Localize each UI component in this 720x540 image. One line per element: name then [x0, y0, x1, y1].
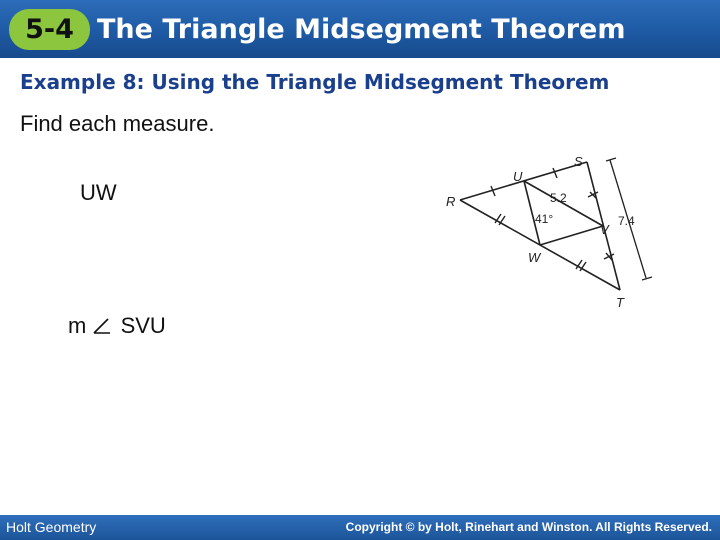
label-r: R	[446, 194, 456, 209]
footer-course: Holt Geometry	[6, 519, 97, 535]
lesson-badge: 5-4	[9, 9, 90, 50]
label-s: S	[574, 154, 583, 169]
item-uw-label: UW	[80, 180, 117, 205]
item-svu	[68, 313, 166, 339]
triangle-diagram	[440, 150, 670, 315]
side-rs	[460, 162, 587, 200]
item-svu-prefix: m	[68, 313, 87, 338]
prompt-text: Find each measure.	[20, 111, 215, 136]
label-w: W	[528, 250, 541, 265]
label-u: U	[513, 169, 523, 184]
angle-icon	[92, 317, 112, 335]
title-bar	[0, 0, 720, 58]
measure-st: 7.4	[618, 214, 635, 228]
tick-us	[553, 168, 557, 178]
angle-label: 41°	[535, 212, 554, 226]
footer-bar	[0, 515, 720, 540]
item-uw	[80, 180, 117, 206]
example-heading: Example 8: Using the Triangle Midsegment Theorem	[20, 70, 610, 94]
measure-uv: 5.2	[550, 191, 567, 205]
midsegment-vw	[540, 226, 603, 245]
slide-title: The Triangle Midsegment Theorem	[97, 14, 626, 45]
item-svu-label: SVU	[120, 313, 166, 338]
label-t: T	[616, 295, 624, 310]
label-v: V	[600, 222, 609, 237]
footer-copyright: Copyright © by Holt, Rinehart and Winston. All Rights Reserved.	[345, 520, 712, 534]
